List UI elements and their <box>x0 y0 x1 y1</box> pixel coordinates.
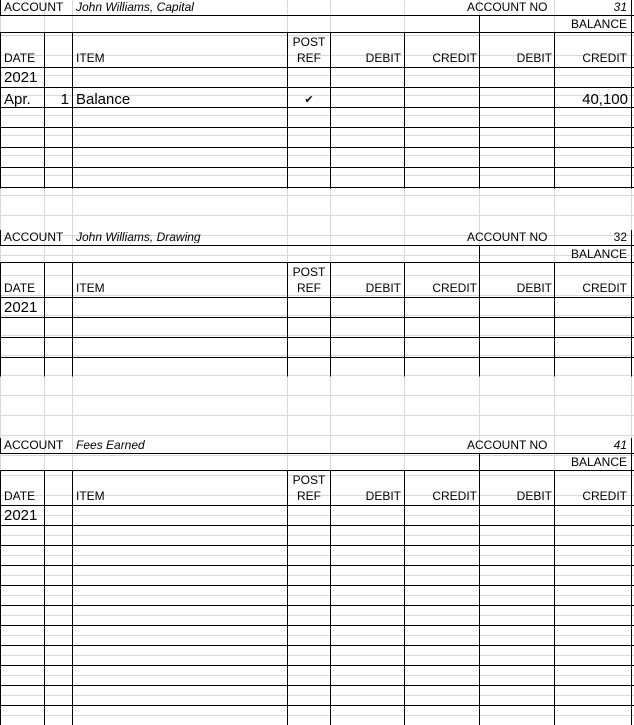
balance-label: BALANCE <box>570 18 627 30</box>
debit-header: DEBIT <box>365 490 401 502</box>
account-no-value[interactable]: 31 <box>613 1 627 13</box>
balance-debit-header: DEBIT <box>516 52 552 64</box>
account-label: ACCOUNT <box>4 231 64 243</box>
post-ref-header-top: POST <box>292 35 326 49</box>
balance-credit-header: CREDIT <box>582 52 627 64</box>
account-name[interactable]: John Williams, Capital <box>76 1 194 13</box>
account-name[interactable]: John Williams, Drawing <box>76 231 201 243</box>
account-no-label: ACCOUNT NO <box>467 1 548 13</box>
balance-label: BALANCE <box>570 248 627 260</box>
date-header: DATE <box>4 52 36 64</box>
account-name[interactable]: Fees Earned <box>76 439 145 451</box>
account-no-label: ACCOUNT NO <box>467 231 548 243</box>
account-label: ACCOUNT <box>4 439 64 451</box>
credit-header: CREDIT <box>432 490 477 502</box>
account-no-label: ACCOUNT NO <box>467 439 548 451</box>
account-no-value[interactable]: 32 <box>613 231 627 243</box>
post-ref-header-bottom: REF <box>297 489 321 503</box>
year-cell[interactable]: 2021 <box>4 70 38 85</box>
date-header: DATE <box>4 282 36 294</box>
entry-item[interactable]: Balance <box>76 92 131 107</box>
account-no-value[interactable]: 41 <box>613 439 627 451</box>
year-cell[interactable]: 2021 <box>4 300 38 315</box>
balance-label: BALANCE <box>570 456 627 468</box>
post-ref-header-bottom: REF <box>297 281 321 295</box>
credit-header: CREDIT <box>432 52 477 64</box>
date-header: DATE <box>4 490 36 502</box>
item-header: ITEM <box>76 282 105 294</box>
entry-month[interactable]: Apr. <box>4 92 31 107</box>
balance-credit-header: CREDIT <box>582 282 627 294</box>
entry-day[interactable]: 1 <box>60 92 69 107</box>
item-header: ITEM <box>76 490 105 502</box>
post-ref-header-top: POST <box>292 265 326 279</box>
debit-header: DEBIT <box>365 282 401 294</box>
balance-debit-header: DEBIT <box>516 282 552 294</box>
balance-credit-header: CREDIT <box>582 490 627 502</box>
check-mark-icon[interactable]: ✔ <box>304 93 314 106</box>
balance-debit-header: DEBIT <box>516 490 552 502</box>
post-ref-header-top: POST <box>292 473 326 487</box>
post-ref-header-bottom: REF <box>297 51 321 65</box>
year-cell[interactable]: 2021 <box>4 508 38 523</box>
entry-balance-credit[interactable]: 40,100 <box>582 92 628 107</box>
debit-header: DEBIT <box>365 52 401 64</box>
credit-header: CREDIT <box>432 282 477 294</box>
item-header: ITEM <box>76 52 105 64</box>
account-label: ACCOUNT <box>4 1 64 13</box>
